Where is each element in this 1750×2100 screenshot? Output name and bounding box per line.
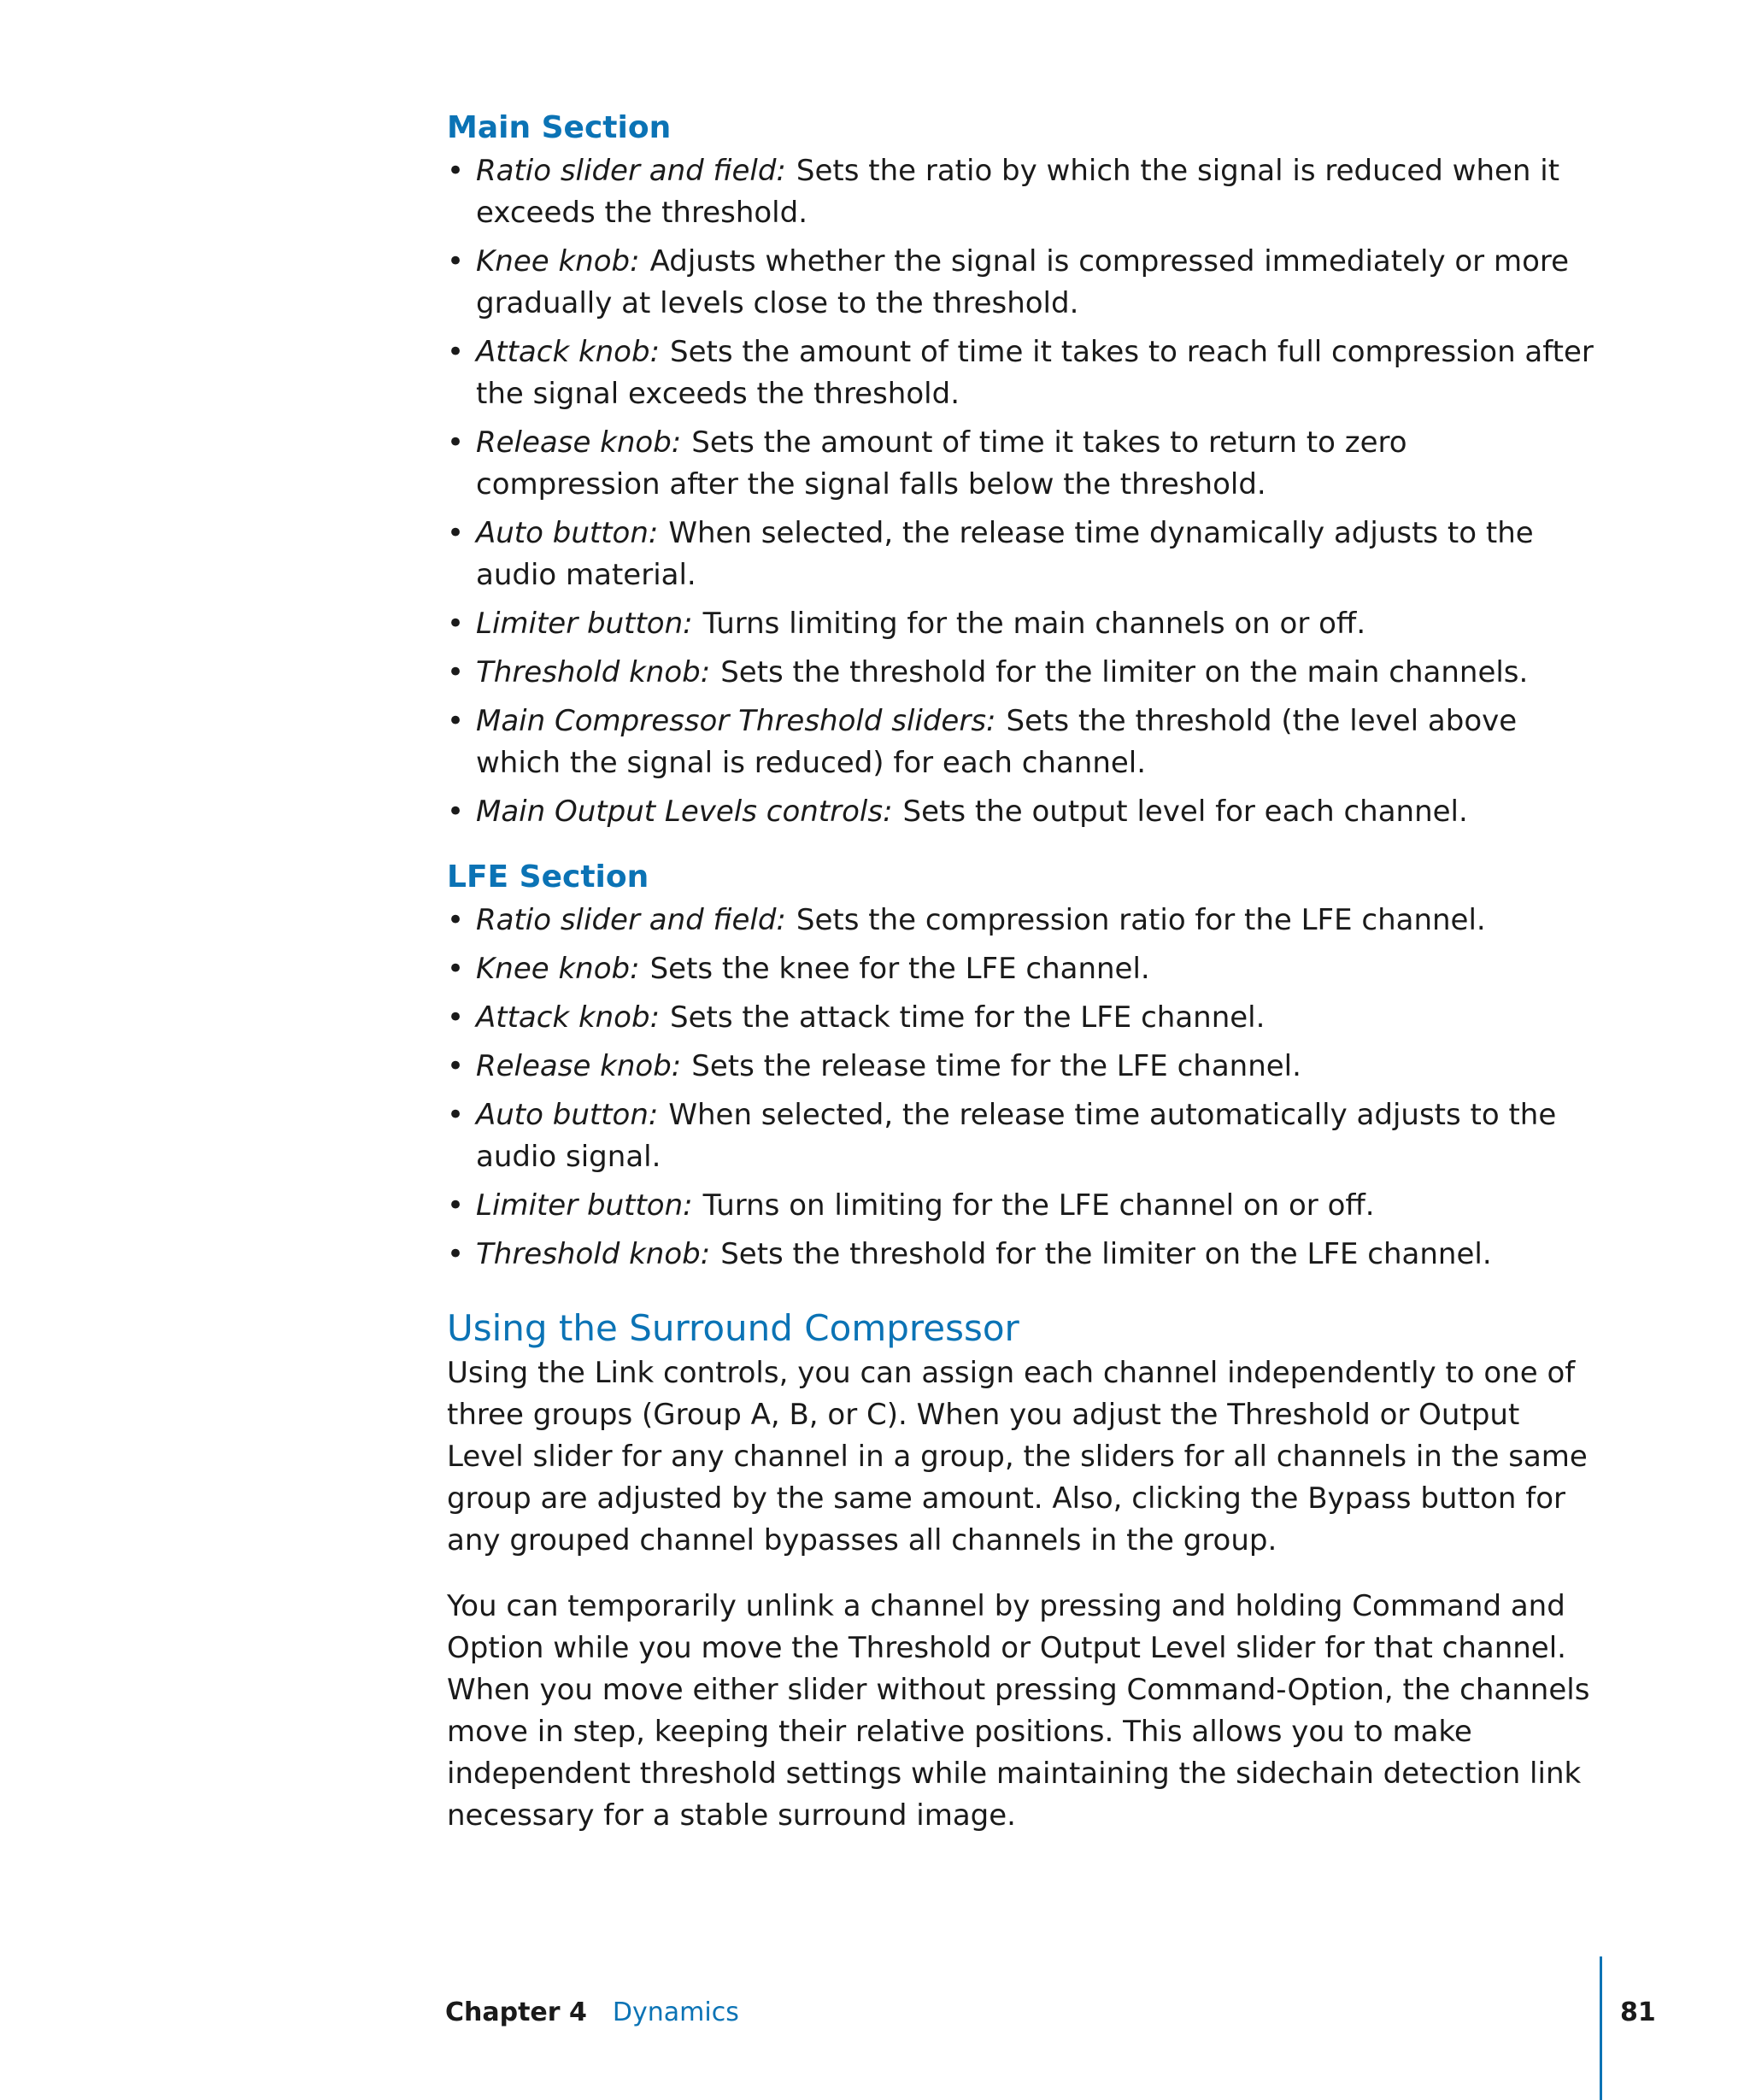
main-item-term: Threshold knob: [476, 655, 711, 689]
main-list-item [447, 331, 1596, 415]
lfe-item-description: Sets the knee for the LFE channel. [649, 952, 1150, 986]
bullet-icon: • [447, 1049, 465, 1083]
main-section-list [447, 150, 1596, 833]
bullet-icon: • [447, 425, 465, 460]
bullet-icon: • [447, 655, 465, 689]
lfe-list-item [447, 1234, 1596, 1276]
main-list-item [447, 791, 1596, 833]
bullet-icon: • [447, 795, 465, 829]
using-paragraph-1: Using the Link controls, you can assign each channel independently to one of three groups (Group A, B, or C). When you adjust the Threshold or Output Level slider for any channel in a group, the sliders for all channels in the same group are adjusted by the same amount. Also, clicking the Bypass button for any grouped channel bypasses all channels in the group. [447, 1356, 1588, 1557]
page-content [447, 108, 1596, 1861]
lfe-item-description: When selected, the release time automatically adjusts to the audio signal. [476, 1098, 1557, 1174]
lfe-section-list [447, 900, 1596, 1276]
main-item-description: Sets the amount of time it takes to return to zero compression after the signal falls below the threshold. [476, 425, 1407, 502]
main-item-description: Sets the threshold for the limiter on the main channels. [720, 655, 1529, 689]
lfe-item-term: Release knob: [476, 1049, 682, 1083]
lfe-item-description: Sets the compression ratio for the LFE channel. [796, 903, 1486, 937]
lfe-item-term: Ratio slider and field: [476, 903, 786, 937]
main-item-description: Sets the amount of time it takes to reach full compression after the signal exceeds the threshold. [476, 335, 1594, 411]
main-list-item [447, 652, 1596, 694]
page-number: 81 [1620, 1997, 1656, 2027]
main-section-heading: Main Section [447, 110, 672, 145]
using-section-heading: Using the Surround Compressor [447, 1307, 1019, 1349]
lfe-list-item [447, 900, 1596, 941]
main-list-item [447, 150, 1596, 234]
main-list-item [447, 422, 1596, 506]
lfe-item-description: Sets the attack time for the LFE channel. [670, 1000, 1266, 1035]
footer-divider [1600, 1956, 1602, 2100]
main-item-term: Release knob: [476, 425, 682, 460]
main-item-description: Adjusts whether the signal is compressed immediately or more gradually at levels close to the threshold. [476, 244, 1570, 320]
bullet-icon: • [447, 335, 465, 369]
bullet-icon: • [447, 1000, 465, 1035]
main-item-term: Auto button: [476, 516, 659, 550]
lfe-list-item [447, 1046, 1596, 1088]
main-item-description: When selected, the release time dynamically adjusts to the audio material. [476, 516, 1534, 592]
lfe-list-item [447, 997, 1596, 1039]
main-item-term: Knee knob: [476, 244, 640, 279]
lfe-list-item [447, 1185, 1596, 1227]
page-footer [445, 1996, 739, 2030]
bullet-icon: • [447, 903, 465, 937]
bullet-icon: • [447, 516, 465, 550]
main-item-description: Sets the threshold (the level above which the signal is reduced) for each channel. [476, 704, 1518, 780]
main-item-term: Main Output Levels controls: [476, 795, 893, 829]
main-item-term: Main Compressor Threshold sliders: [476, 704, 996, 738]
main-item-description: Turns limiting for the main channels on or off. [702, 607, 1366, 641]
lfe-list-item [447, 948, 1596, 990]
main-item-term: Attack knob: [476, 335, 661, 369]
bullet-icon: • [447, 1237, 465, 1271]
lfe-item-term: Attack knob: [476, 1000, 661, 1035]
bullet-icon: • [447, 952, 465, 986]
footer-chapter-name: Dynamics [612, 1997, 739, 2027]
main-item-term: Ratio slider and field: [476, 154, 786, 188]
lfe-item-term: Knee knob: [476, 952, 640, 986]
lfe-item-term: Limiter button: [476, 1188, 693, 1223]
lfe-item-term: Threshold knob: [476, 1237, 711, 1271]
main-list-item [447, 513, 1596, 596]
lfe-item-description: Turns on limiting for the LFE channel on or off. [702, 1188, 1375, 1223]
main-list-item [447, 701, 1596, 784]
footer-chapter: Chapter 4 [445, 1997, 587, 2027]
bullet-icon: • [447, 704, 465, 738]
main-item-description: Sets the output level for each channel. [902, 795, 1468, 829]
lfe-item-description: Sets the threshold for the limiter on the LFE channel. [720, 1237, 1492, 1271]
lfe-section-heading: LFE Section [447, 859, 649, 895]
main-list-item [447, 603, 1596, 645]
bullet-icon: • [447, 1098, 465, 1132]
bullet-icon: • [447, 244, 465, 279]
using-paragraph-2: You can temporarily unlink a channel by pressing and holding Command and Option while you move the Threshold or Output Level slider for that channel. When you move either slider without pressing Command-Option, the channels move in step, keeping their relative positions. This allows you to make independent threshold settings while maintaining the sidechain detection link necessary for a stable surround image. [447, 1589, 1590, 1833]
main-item-description: Sets the ratio by which the signal is reduced when it exceeds the threshold. [476, 154, 1560, 230]
lfe-list-item [447, 1094, 1596, 1178]
bullet-icon: • [447, 154, 465, 188]
lfe-item-description: Sets the release time for the LFE channel. [691, 1049, 1301, 1083]
bullet-icon: • [447, 1188, 465, 1223]
bullet-icon: • [447, 607, 465, 641]
main-item-term: Limiter button: [476, 607, 693, 641]
main-list-item [447, 241, 1596, 325]
lfe-item-term: Auto button: [476, 1098, 659, 1132]
